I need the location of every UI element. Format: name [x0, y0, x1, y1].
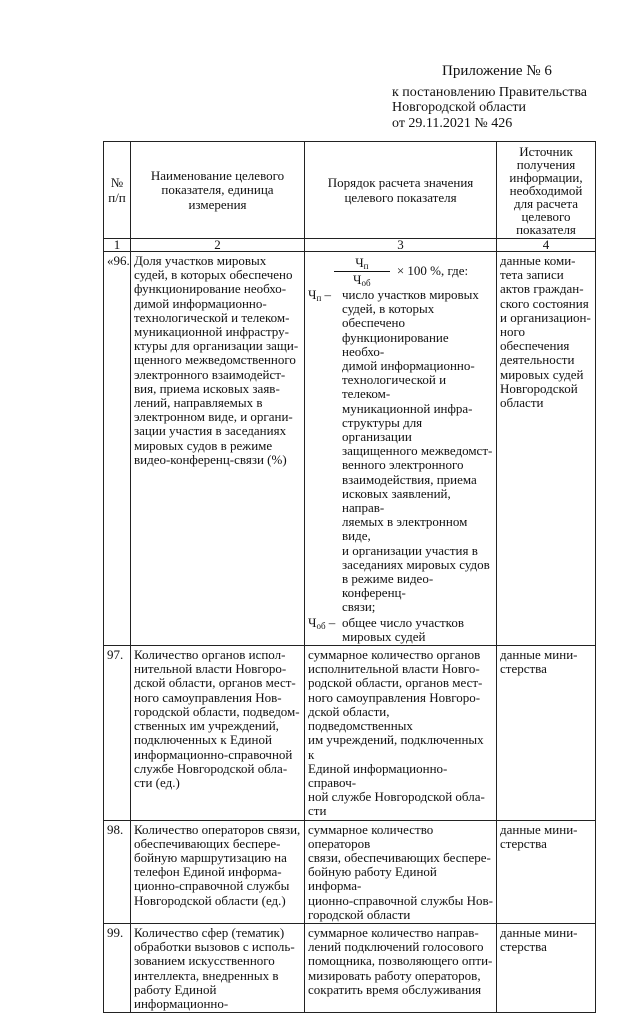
row-number: 97. [104, 646, 131, 820]
annex-line-3: от 29.11.2021 № 426 [392, 115, 513, 131]
calculation-method: суммарное количество органов исполнительной власти Новго- родской области, органов мест- ного самоуправления Новгоро- дской области, подведомственных им учреждений, подключенных к Единой информационно-справоч- ной службе Новгородской обла- сти [305, 646, 497, 820]
definition-symbol: $Ч_{об}$ – [308, 614, 336, 631]
col-number-4: 4 [497, 239, 596, 252]
info-source: данные мини- стерства [497, 646, 596, 820]
table-row [104, 820, 596, 923]
row-number: «96. [104, 252, 131, 646]
row-number: 99. [104, 923, 131, 1012]
indicator-name: Количество органов испол- нительной власти Новгоро- дской области, органов мест- ного самоуправления Нов- городской области, подведом- ственных им учреждений, подключенных к Единой информационно-справочной службе Новгородской обла- сти (ед.) [131, 646, 305, 820]
info-source: данные мини- стерства [497, 923, 596, 1012]
row-number: 98. [104, 820, 131, 923]
info-source: данные мини- стерства [497, 820, 596, 923]
definition-text: общее число участков мировых судей [342, 614, 464, 644]
table-header-row [104, 142, 596, 239]
col-number-3: 3 [305, 239, 497, 252]
definition-text: число участков мировых судей, в которых обеспечено функционирование необхо- димой информационно- технологической и телеком- муникационной инфра- структуры для организации защищенного межведомст- венного электронного взаимодействия, приема исковых заявлений, направ- ляемых в электронном виде, и организации участия в заседаниях мировых судов в режиме видео-конференц- связи; [342, 287, 493, 615]
calculation-method: суммарное количество направ- лений подключений голосового помощника, позволяющего опти- мизировать работу операторов, сократить время обслуживания [305, 923, 497, 1012]
indicator-name: Количество сфер (тематик) обработки вызовов с исполь- зованием искусственного интеллекта, внедренных в работу Единой информационно- [131, 923, 305, 1012]
formula-fraction [333, 256, 391, 286]
formula-numerator: $Ч_п$ [355, 255, 369, 271]
formula [308, 256, 493, 286]
annex-header [392, 64, 587, 131]
info-source: данные коми- тета записи актов граждан- ского состояния и организацион- ного обеспечения деятельности мировых судей Новгородской области [497, 252, 596, 646]
annex-line-1: к постановлению Правительства [392, 84, 588, 100]
calculation-method: суммарное количество операторов связи, обеспечивающих беспере- бойную работу Единой информа- ционно-справочной службы Нов- городской области [305, 820, 497, 923]
formula-multiplier: × 100 %, где: [396, 262, 469, 278]
col-number-1: 1 [104, 239, 131, 252]
annex-title: Приложение № 6 [442, 63, 552, 79]
col-number-2: 2 [131, 239, 305, 252]
definition-item [308, 616, 493, 644]
calculation-method [305, 252, 497, 646]
column-numbers-row [104, 239, 596, 252]
header-source: Источник получения информации, необходимой для расчета целевого показателя [497, 142, 596, 239]
table-row [104, 252, 596, 646]
table-row [104, 646, 596, 820]
indicators-table [103, 141, 596, 1013]
indicator-name: Количество операторов связи, обеспечивающих беспере- бойную маршрутизацию на телефон Единой информа- ционно-справочной службы Новгородской области (ед.) [131, 820, 305, 923]
header-method: Порядок расчета значения целевого показателя [305, 142, 497, 239]
indicator-name: Доля участков мировых судей, в которых обеспечено функционирование необхо- димой информационно- технологической и телеком- муникационной инфрастру- ктуры для организации защи- щенного межведомственного электронного взаимодейст- вия, приема исковых заяв- лений, направляемых в электронном виде, и органи- зации участия в заседаниях мировых судов в режиме видео-конференц-связи (%) [131, 252, 305, 646]
annex-line-2: Новгородской области [392, 100, 526, 115]
definition-symbol: $Ч_п$ – [308, 287, 332, 303]
definition-item [308, 288, 493, 615]
table-row [104, 923, 596, 1012]
header-name: Наименование целевого показателя, единица измерения [131, 142, 305, 239]
formula-denominator: $Ч_{об}$ [353, 272, 371, 288]
header-num: № п/п [104, 142, 131, 239]
